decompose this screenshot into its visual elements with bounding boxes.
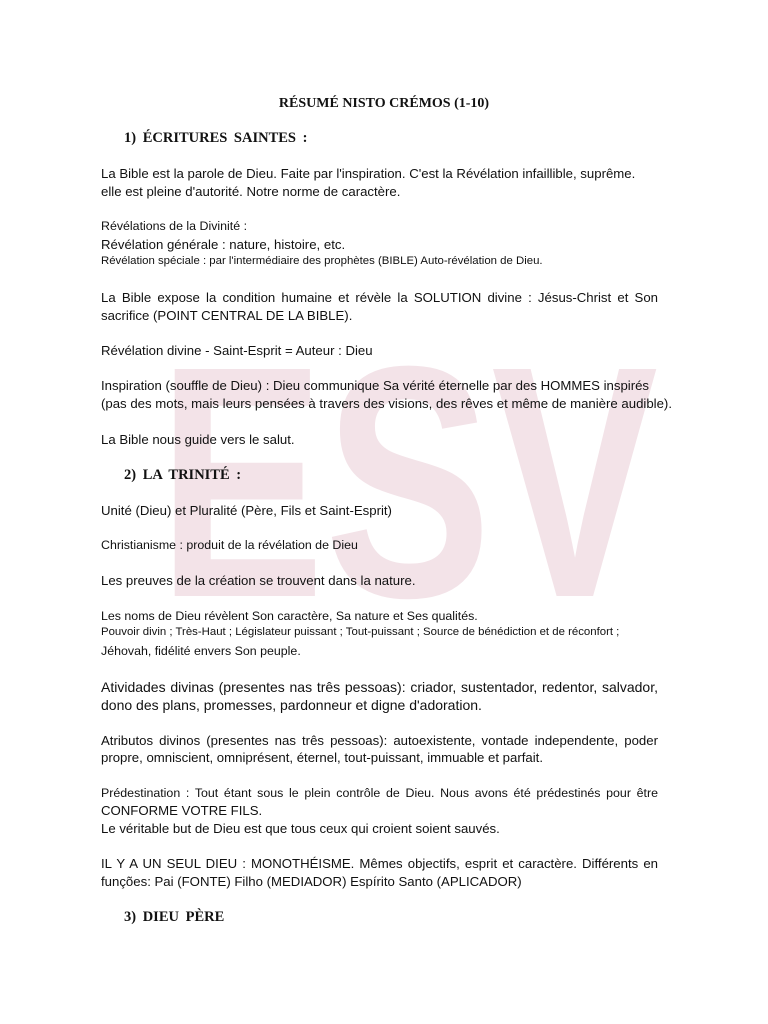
paragraph-line: La Bible nous guide vers le salut. [101, 432, 295, 447]
paragraph-line: sacrifice (POINT CENTRAL DE LA BIBLE). [101, 308, 353, 323]
section-heading-2: 2) LA TRINITÉ : [124, 467, 242, 483]
section-heading-1: 1) ÉCRITURES SAINTES : [124, 130, 308, 146]
paragraph-line: Prédestination : Tout étant sous le plein contrôle de Dieu. Nous avons été prédestinés pour être [101, 786, 658, 800]
paragraph-line: Révélation divine - Saint-Esprit = Auteur : Dieu [101, 343, 373, 358]
paragraph-line: La Bible est la parole de Dieu. Faite par l'inspiration. C'est la Révélation infaillible, suprême. [101, 166, 636, 181]
paragraph-line: Atributos divinos (presentes nas três pessoas): autoexistente, vontade independente, poder [101, 733, 658, 748]
paragraph-line: Le véritable but de Dieu est que tous ceux qui croient soient sauvés. [101, 821, 500, 836]
paragraph-line: funções: Pai (FONTE) Filho (MEDIADOR) Espírito Santo (APLICADOR) [101, 874, 522, 889]
paragraph-line: Les preuves de la création se trouvent dans la nature. [101, 573, 416, 588]
paragraph-line: elle est pleine d'autorité. Notre norme de caractère. [101, 184, 401, 199]
paragraph-line: Jéhovah, fidélité envers Son peuple. [101, 644, 301, 658]
paragraph-line: Les noms de Dieu révèlent Son caractère, Sa nature et Ses qualités. [101, 609, 478, 623]
paragraph-line: Unité (Dieu) et Pluralité (Père, Fils et Saint-Esprit) [101, 503, 392, 518]
paragraph-line: Inspiration (souffle de Dieu) : Dieu communique Sa vérité éternelle par des HOMMES inspirés [101, 378, 650, 393]
paragraph-line: Révélation générale : nature, histoire, etc. [101, 237, 346, 252]
paragraph-line: dono des plans, promesses, pardonneur et digne d'adoration. [101, 697, 482, 713]
paragraph-line: (pas des mots, mais leurs pensées à travers des visions, des rêves et même de manière audible). [101, 396, 672, 411]
paragraph-line: propre, omniscient, omniprésent, éternel, tout-puissant, immuable et parfait. [101, 750, 544, 765]
paragraph-line: Révélation spéciale : par l'intermédiaire des prophètes (BIBLE) Auto-révélation de Dieu. [101, 255, 543, 267]
paragraph-line: CONFORME VOTRE FILS. [101, 803, 263, 818]
watermark-text: ESV [158, 297, 660, 666]
paragraph-line: Révélations de la Divinité : [101, 219, 248, 233]
document-title: RÉSUMÉ NISTO CRÉMOS (1-10) [278, 96, 490, 111]
paragraph-line: La Bible expose la condition humaine et révèle la SOLUTION divine : Jésus-Christ et Son [101, 290, 658, 305]
paragraph-line: IL Y A UN SEUL DIEU : MONOTHÉISME. Mêmes objectifs, esprit et caractère. Différents en [101, 856, 658, 871]
section-heading-3: 3) DIEU PÈRE [124, 909, 225, 925]
paragraph-line: Pouvoir divin ; Très-Haut ; Législateur puissant ; Tout-puissant ; Source de bénédiction et de réconfort ; [101, 626, 620, 638]
paragraph-line: Atividades divinas (presentes nas três pessoas): criador, sustentador, redentor, salvador, [101, 679, 658, 695]
paragraph-line: Christianisme : produit de la révélation de Dieu [101, 538, 358, 552]
